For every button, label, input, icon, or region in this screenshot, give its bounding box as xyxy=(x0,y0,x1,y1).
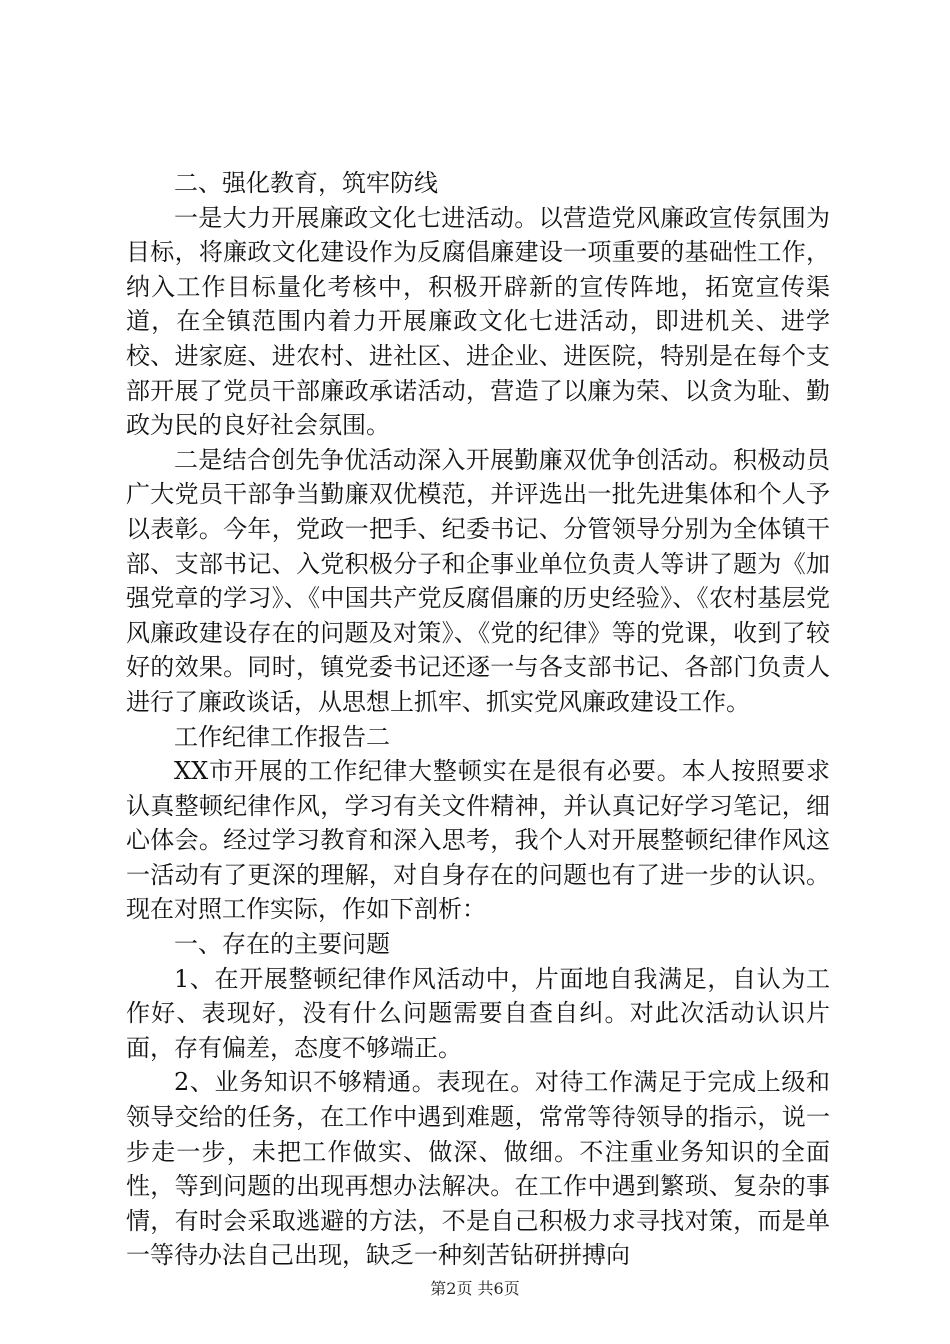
document-body xyxy=(126,166,830,1273)
paragraph-problem-1: 1、在开展整顿纪律作风活动中，片面地自我满足，自认为工作好、表现好，没有什么问题需要自查自纠。对此次活动认识片面，存有偏差，态度不够端正。 xyxy=(126,964,830,1062)
paragraph-report-intro: XX市开展的工作纪律大整顿实在是很有必要。本人按照要求认真整顿纪律作风，学习有关文件精神，并认真记好学习笔记，细心体会。经过学习教育和深入思考，我个人对开展整顿纪律作风这一活动有了更深的理解，对自身存在的问题也有了进一步的认识。现在对照工作实际，作如下剖析： xyxy=(126,757,830,924)
page-number-footer: 第2页 共6页 xyxy=(430,1279,520,1298)
section-heading-problems: 一、存在的主要问题 xyxy=(174,930,390,959)
paragraph-clean-culture: 一是大力开展廉政文化七进活动。以营造党风廉政宣传氛围为目标，将廉政文化建设作为反腐倡廉建设一项重要的基础性工作，纳入工作目标量化考核中，积极开辟新的宣传阵地，拓宽宣传渠道，在全镇范围内着力开展廉政文化七进活动，即进机关、进学校、进家庭、进农村、进社区、进企业、进医院，特别是在每个支部开展了党员干部廉政承诺活动，营造了以廉为荣、以贪为耻、勤政为民的良好社会氛围。 xyxy=(126,203,830,440)
paragraph-dual-excellence: 二是结合创先争优活动深入开展勤廉双优争创活动。积极动员广大党员干部争当勤廉双优模范，并评选出一批先进集体和个人予以表彰。今年，党政一把手、纪委书记、分管领导分别为全体镇干部、支部书记、入党积极分子和企事业单位负责人等讲了题为《加强党章的学习》、《中国共产党反腐倡廉的历史经验》、《农村基层党风廉政建设存在的问题及对策》、《党的纪律》等的党课，收到了较好的效果。同时，镇党委书记还逐一与各支部书记、各部门负责人进行了廉政谈话，从思想上抓牢、抓实党风廉政建设工作。 xyxy=(126,445,830,716)
report-title-two: 工作纪律工作报告二 xyxy=(174,722,390,751)
section-heading-education: 二、强化教育，筑牢防线 xyxy=(174,169,438,197)
paragraph-problem-2: 2、业务知识不够精通。表现在。对待工作满足于完成上级和领导交给的任务，在工作中遇到难题，常常等待领导的指示，说一步走一步，未把工作做实、做深、做细。不注重业务知识的全面性，等到问题的出现再想办法解决。在工作中遇到繁琐、复杂的事情，有时会采取逃避的方法，不是自己积极力求寻找对策，而是单一等待办法自己出现，缺乏一种刻苦钻研拼搏向 xyxy=(126,1068,830,1270)
